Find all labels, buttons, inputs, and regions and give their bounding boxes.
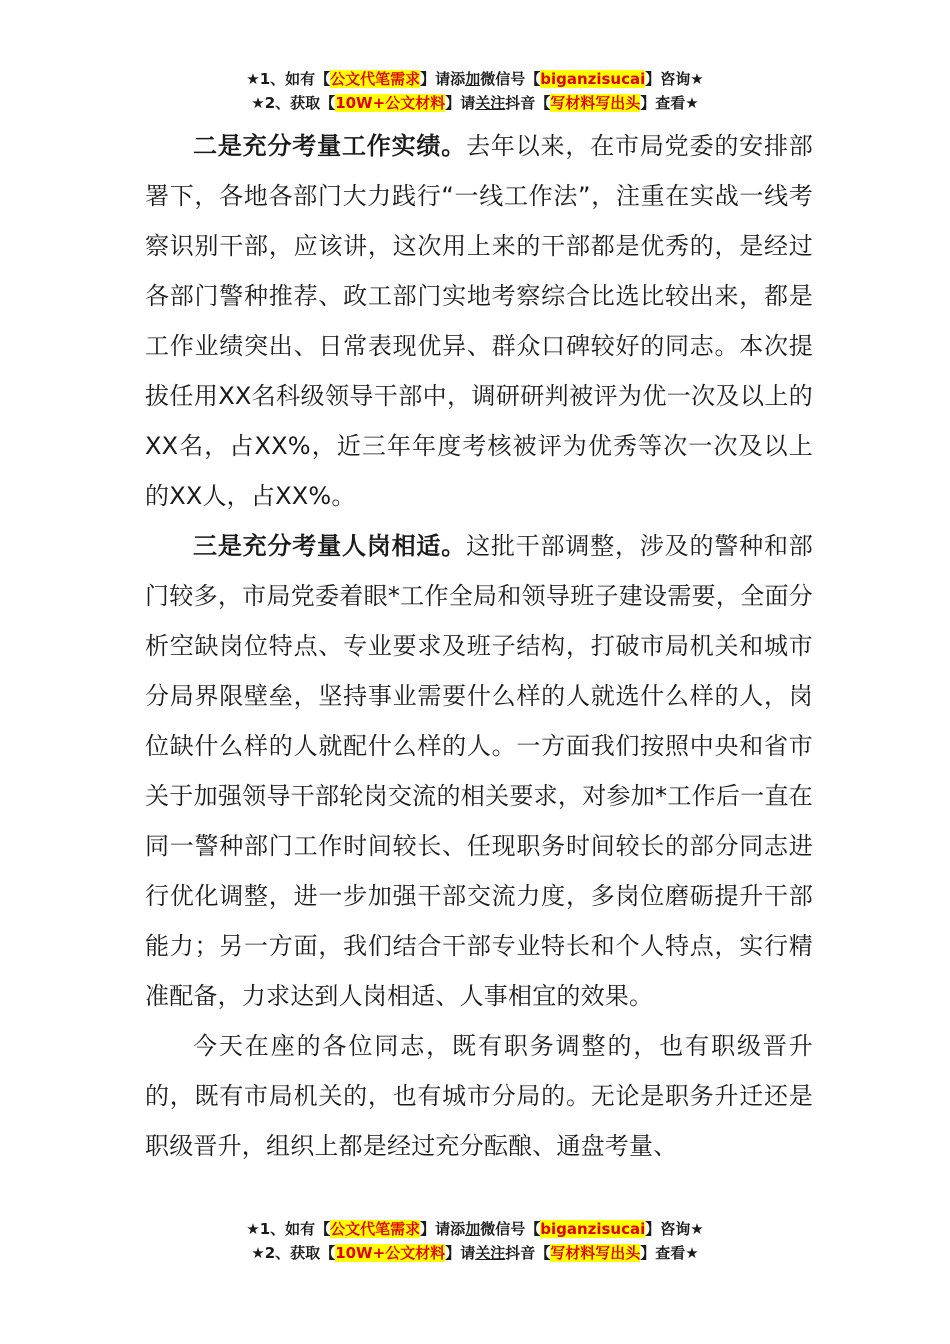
paragraph-lead: 三是充分考量人岗相适。 <box>193 532 467 560</box>
banner-text: 】请 <box>445 1244 476 1262</box>
banner-line-2 <box>0 91 950 115</box>
highlight-text: 公文代笔需求 <box>330 70 421 88</box>
banner-text: ★2、获取【 <box>251 94 336 112</box>
underlined-text: 加 <box>465 70 481 88</box>
banner-text: 】请添 <box>420 70 466 88</box>
banner-line-2 <box>0 1241 950 1265</box>
highlight-text: 写材料写出头 <box>550 1244 641 1262</box>
underlined-text: 关注 <box>475 1244 506 1262</box>
banner-text: 抖音【 <box>505 1244 551 1262</box>
banner-text: ★1、如有【 <box>246 1220 331 1238</box>
underlined-text: 关注 <box>475 94 506 112</box>
highlight-text: biganzisucai <box>540 1220 646 1238</box>
highlight-text: 公文代笔需求 <box>330 1220 421 1238</box>
banner-text: ★2、获取【 <box>251 1244 336 1262</box>
banner-text: 】咨询★ <box>645 1220 704 1238</box>
banner-line-1 <box>0 67 950 91</box>
paragraph-body: 今天在座的各位同志，既有职务调整的，也有职级晋升的，既有市局机关的，也有城市分局的。无论是职务升迁还是职级晋升，组织上都是经过充分酝酿、通盘考量、 <box>145 1032 813 1160</box>
highlight-text: 写材料写出头 <box>550 94 641 112</box>
highlight-text: 10W+公文材料 <box>335 94 446 112</box>
highlight-text: 10W+公文材料 <box>335 1244 446 1262</box>
paragraph <box>145 1021 813 1171</box>
paragraph-body: 这批干部调整，涉及的警种和部门较多，市局党委着眼*工作全局和领导班子建设需要，全面分析空缺岗位特点、专业要求及班子结构，打破市局机关和城市分局界限壁垒，坚持事业需要什么样的人就选什么样的人，岗位缺什么样的人就配什么样的人。一方面我们按照中央和省市关于加强领导干部轮岗交流的相关要求，对参加*工作后一直在同一警种部门工作时间较长、任现职务时间较长的部分同志进行优化调整，进一步加强干部交流力度，多岗位磨砺提升干部能力；另一方面，我们结合干部专业特长和个人特点，实行精准配备，力求达到人岗相适、人事相宜的效果。 <box>145 532 813 1010</box>
paragraph <box>145 521 813 1021</box>
banner-text: 】请添 <box>420 1220 466 1238</box>
paragraph <box>145 121 813 521</box>
banner-text: 】查看★ <box>640 94 699 112</box>
banner-text: ★1、如有【 <box>246 70 331 88</box>
paragraph-body: 去年以来，在市局党委的安排部署下，各地各部门大力践行“一线工作法”，注重在实战一线考察识别干部，应该讲，这次用上来的干部都是优秀的，是经过各部门警种推荐、政工部门实地考察综合比选比较出来，都是工作业绩突出、日常表现优异、群众口碑较好的同志。本次提拔任用XX名科级领导干部中，调研研判被评为优一次及以上的XX名，占XX%，近三年年度考核被评为优秀等次一次及以上的XX人，占XX%。 <box>145 132 813 510</box>
bottom-banner <box>0 1217 950 1265</box>
banner-line-1 <box>0 1217 950 1241</box>
document-body <box>145 121 813 1171</box>
top-banner <box>0 67 950 115</box>
banner-text: 】请 <box>445 94 476 112</box>
banner-text: 抖音【 <box>505 94 551 112</box>
banner-text: 微信号【 <box>480 1220 541 1238</box>
underlined-text: 加 <box>465 1220 481 1238</box>
banner-text: 微信号【 <box>480 70 541 88</box>
banner-text: 】咨询★ <box>645 70 704 88</box>
paragraph-lead: 二是充分考量工作实绩。 <box>193 132 467 160</box>
banner-text: 】查看★ <box>640 1244 699 1262</box>
highlight-text: biganzisucai <box>540 70 646 88</box>
